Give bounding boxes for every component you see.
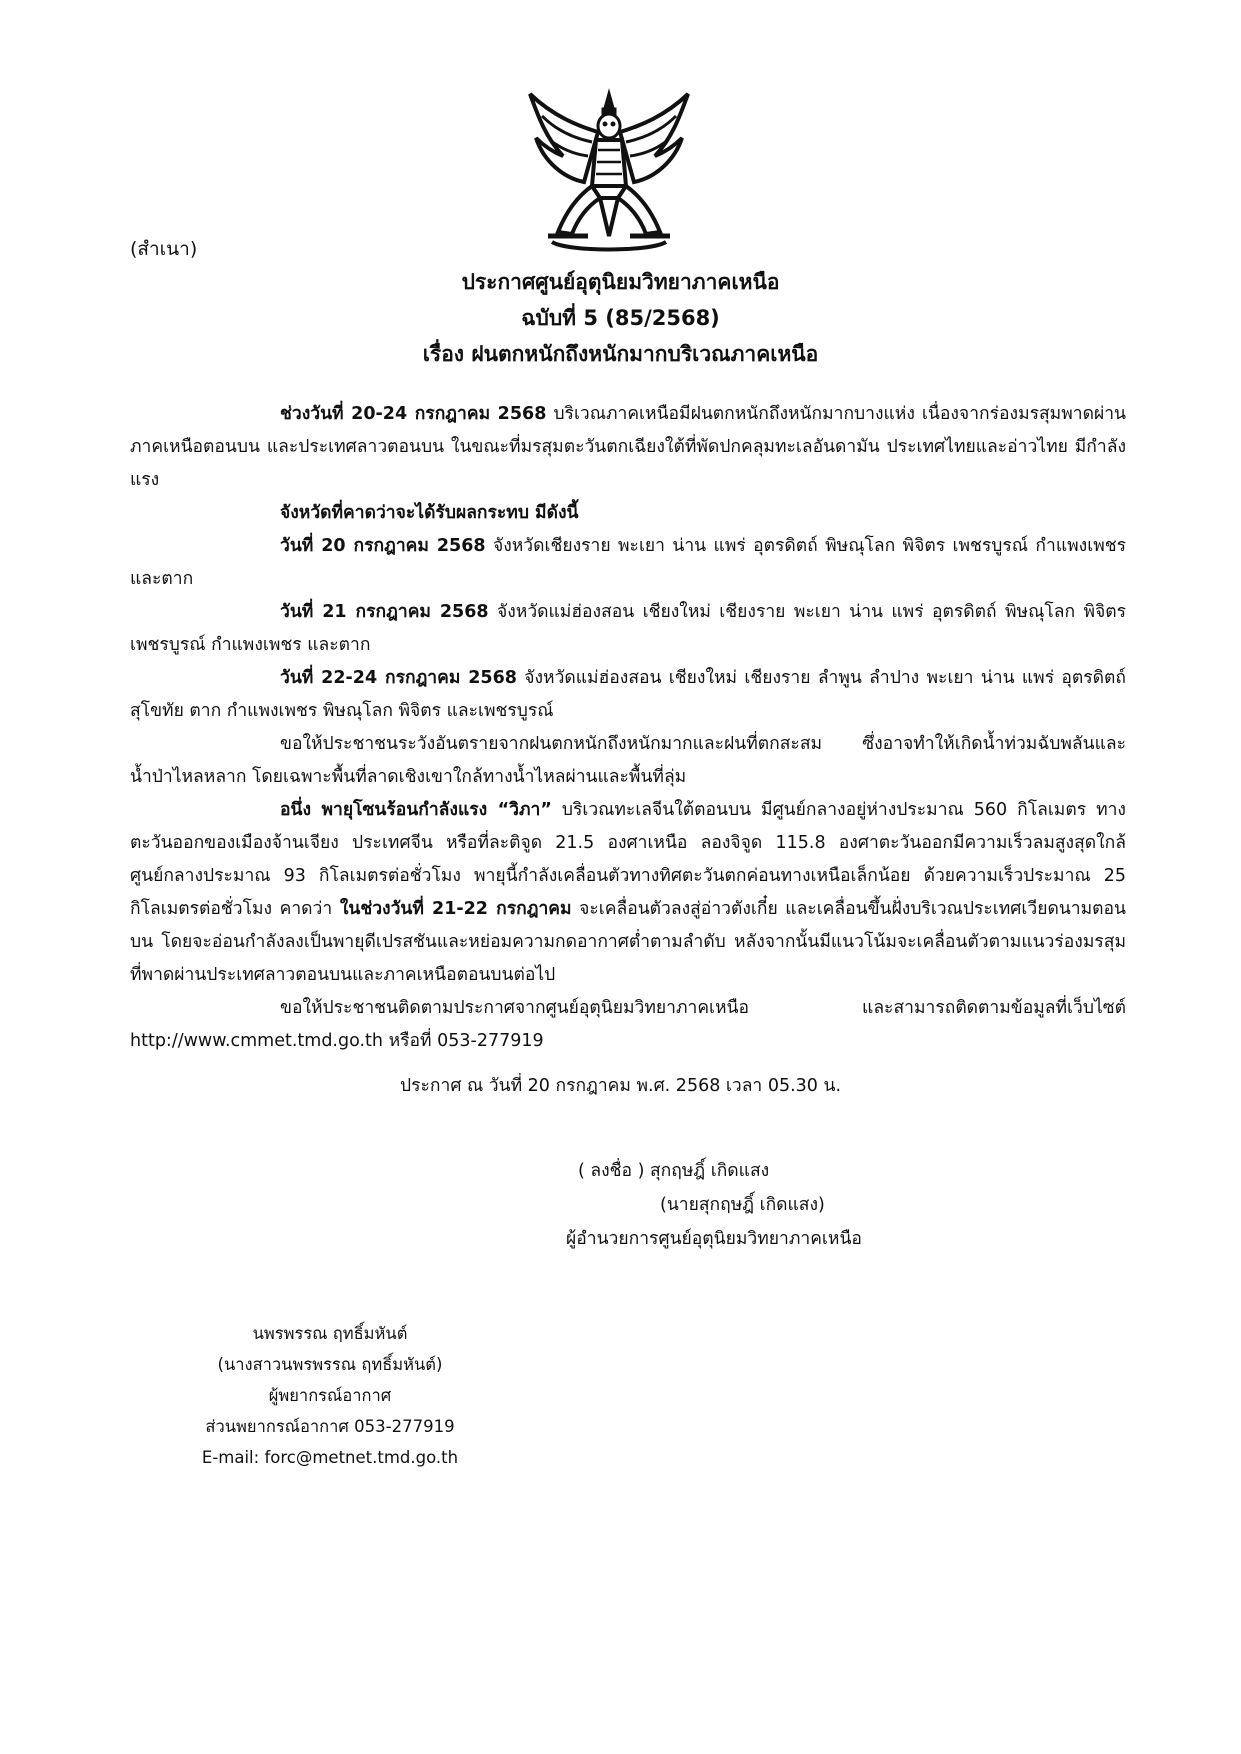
forecaster-footer [130,1318,530,1473]
copy-mark: (สำเนา) [130,238,198,260]
storm-label: อนึ่ง พายุโซนร้อนกำลังแรง “วิภา” [280,800,552,820]
paragraph-follow: ขอให้ประชาชนติดตามประกาศจากศูนย์อุตุนิยมวิทยาภาคเหนือ และสามารถติดตามข้อมูลที่เว็บไซต์ http://www.cmmet.tmd.go.th หรือที่ 053-277919 [130,998,1126,1051]
signature-line: ( ลงชื่อ ) สุกฤษฎิ์ เกิดแสง [578,1161,770,1181]
affected-heading: จังหวัดที่คาดว่าจะได้รับผลกระทบ มีดังนี้ [280,503,579,523]
announcement-subject: เรื่อง ฝนตกหนักถึงหนักมากบริเวณภาคเหนือ [422,342,819,366]
day-3-provinces: จังหวัดแม่ฮ่องสอน เชียงใหม่ เชียงราย ลำพูน ลำปาง พะเยา น่าน แพร่ อุตรดิตถ์ สุโขทัย ตาก กำแพงเพชร พิษณุโลก พิจิตร และเพชรบูรณ์ [130,668,1127,721]
signatory-name: (นายสุกฤษฎิ์ เกิดแสง) [660,1195,825,1215]
day-1-label: วันที่ 20 กรกฎาคม 2568 [280,536,486,556]
paragraph-day-1 [130,530,1126,596]
forecaster-full-name: (นางสาวนพรพรรณ ฤทธิ์มหันต์) [217,1355,443,1374]
paragraph-affected-heading [130,497,1126,530]
paragraph-warning: ขอให้ประชาชนระวังอันตรายจากฝนตกหนักถึงหนักมากและฝนที่ตกสะสม ซึ่งอาจทำให้เกิดน้ำท่วมฉับพลันและน้ำป่าไหลหลาก โดยเฉพาะพื้นที่ลาดเชิงเขาใกล้ทางน้ำไหลผ่านและพื้นที่ลุ่ม [130,734,1126,787]
paragraph-period [130,398,1126,497]
forecast-section-phone: ส่วนพยากรณ์อากาศ 053-277919 [205,1417,455,1436]
forecaster-role: ผู้พยากรณ์อากาศ [268,1386,392,1405]
period-label: ช่วงวันที่ 20-24 กรกฎาคม 2568 [280,404,547,424]
paragraph-day-3 [130,662,1126,728]
day-3-label: วันที่ 22-24 กรกฎาคม 2568 [280,668,517,688]
storm-text-2: จะเคลื่อนตัวลงสู่อ่าวตังเกี๋ย และเคลื่อนขึ้นฝั่งบริเวณประเทศเวียดนามตอนบน โดยจะอ่อนกำลังลงเป็นพายุดีเปรสชันและหย่อมความกดอากาศต่ำตามลำดับ หลังจากนั้นมีแนวโน้มจะเคลื่อนตัวตามแนวร่องมรสุมที่พาดผ่านประเทศลาวตอนบนและภาคเหนือตอนบนต่อไป [130,899,1126,985]
announcement-body [130,398,1126,1058]
paragraph-storm [130,794,1126,992]
signatory-title: ผู้อำนวยการศูนย์อุตุนิยมวิทยาภาคเหนือ [566,1229,862,1249]
forecast-email: E-mail: forc@metnet.tmd.go.th [201,1448,459,1467]
day-2-provinces: จังหวัดแม่ฮ่องสอน เชียงใหม่ เชียงราย พะเยา น่าน แพร่ อุตรดิตถ์ พิษณุโลก พิจิตร เพชรบูรณ์ กำแพงเพชร และตาก [130,602,1126,655]
announcement-title: ประกาศศูนย์อุตุนิยมวิทยาภาคเหนือ [461,270,780,294]
announce-date: ประกาศ ณ วันที่ 20 กรกฎาคม พ.ศ. 2568 เวลา 05.30 น. [399,1076,842,1096]
forecaster-name: นพรพรรณ ฤทธิ์มหันต์ [252,1324,408,1343]
day-2-label: วันที่ 21 กรกฎาคม 2568 [280,602,489,622]
paragraph-day-2 [130,596,1126,662]
garuda-emblem-icon [518,86,700,258]
storm-text-1: บริเวณทะเลจีนใต้ตอนบน มีศูนย์กลางอยู่ห่างประมาณ 560 กิโลเมตร ทางตะวันออกของเมืองจ้านเจียง ประเทศจีน หรือที่ละติจูด 21.5 องศาเหนือ ลองจิจูด 115.8 องศาตะวันออกมีความเร็วลมสูงสุดใกล้ศูนย์กลางประมาณ 93 กิโลเมตรต่อชั่วโมง พายุนี้กำลังเคลื่อนตัวทางทิศตะวันตกค่อนทางเหนือเล็กน้อย ด้วยความเร็วประมาณ 25 กิโลเมตรต่อชั่วโมง คาดว่า [130,800,1126,919]
period-text: บริเวณภาคเหนือมีฝนตกหนักถึงหนักมากบางแห่ง เนื่องจากร่องมรสุมพาดผ่านภาคเหนือตอนบน และประเทศลาวตอนบน ในขณะที่มรสุมตะวันตกเฉียงใต้ที่พัดปกคลุมทะเลอันดามัน ประเทศไทยและอ่าวไทย มีกำลังแรง [130,404,1126,490]
announcement-number: ฉบับที่ 5 (85/2568) [521,306,720,330]
day-1-provinces: จังหวัดเชียงราย พะเยา น่าน แพร่ อุตรดิตถ์ พิษณุโลก พิจิตร เพชรบูรณ์ กำแพงเพชร และตาก [130,536,1126,589]
storm-period: ในช่วงวันที่ 21-22 กรกฎาคม [339,899,572,919]
